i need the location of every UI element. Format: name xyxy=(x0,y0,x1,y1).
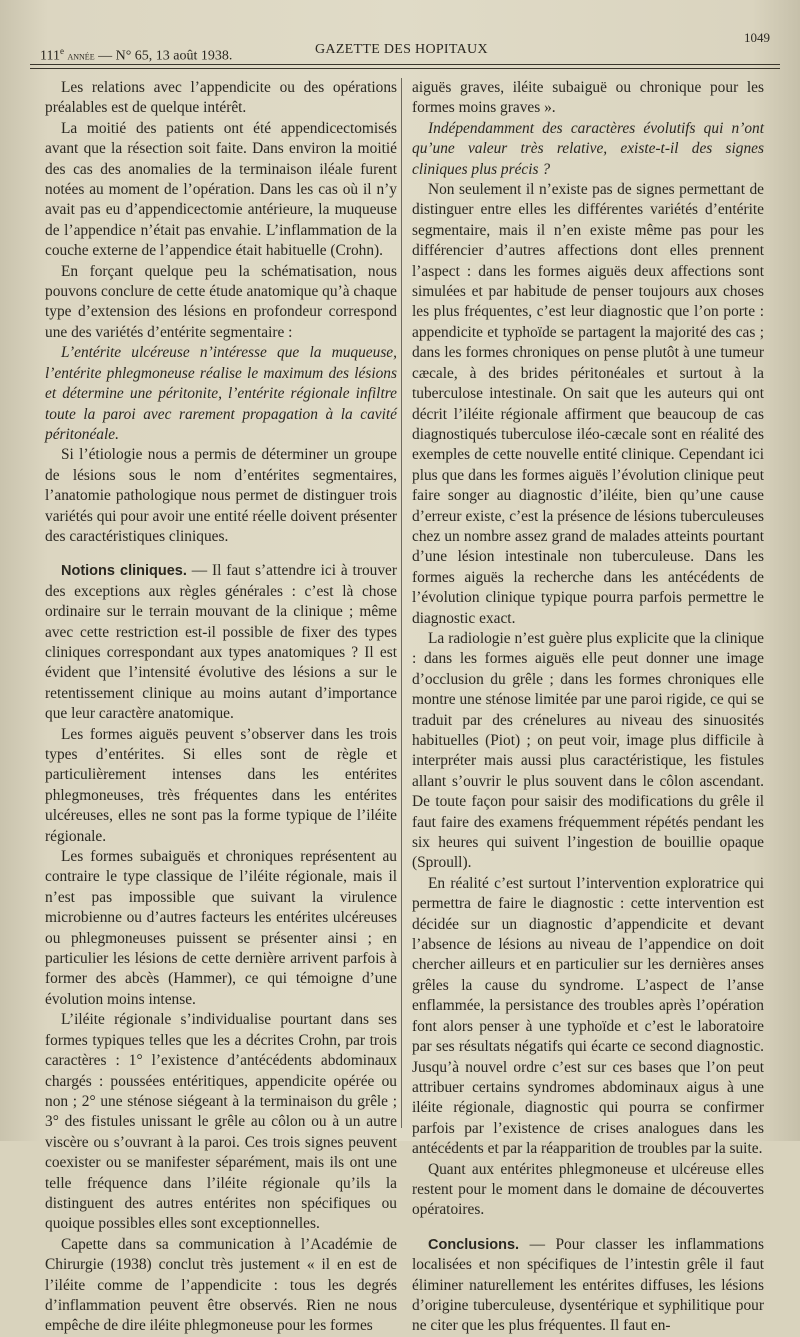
paragraph-text: En forçant quelque peu la schématisation, nous pouvons conclure de cette étude anatomique qu’à chaque type d’extension des lésions en profondeur correspond une des variétés d’entérite segmentaire : xyxy=(45,262,397,341)
paragraph-text: L’iléite régionale s’individualise pourtant dans ses formes typiques telles que les a décrites Crohn, par trois caractères : 1° l’existence d’antécédents abdominaux chargés : poussées entéritiques, appendicite opérée ou non ; 2° une sténose siégeant à la terminaison du grêle ; 3° des fistules unissant le grêle au côlon ou à un autre viscère ou s’ouvrant à la paroi. Ces trois signes peuvent coexister ou se manifester séparément, mais ils ont une telle fréquence dans l’iléite régionale qu’ils la distinguent des autres entérites non spécifiques ou quoique possibles elles sont exceptionnelles. xyxy=(45,1011,397,1233)
header-rule-bottom xyxy=(30,68,780,69)
section-heading: Conclusions. xyxy=(428,1236,520,1253)
left-column xyxy=(45,78,397,1337)
volume-number: 111 xyxy=(40,48,60,64)
issue-date: — N° 65, 13 août 1938. xyxy=(98,48,233,64)
paragraph xyxy=(45,1010,397,1234)
paragraph-text: Si l’étiologie nous a permis de déterminer un groupe de lésions sous le nom d’entérites segmentaires, l’anatomie pathologique nous permet de distinguer trois variétés qui pour avoir une entité réelle doivent présenter des caractéristiques cliniques. xyxy=(45,446,397,545)
journal-title: GAZETTE DES HOPITAUX xyxy=(315,42,488,57)
paragraph xyxy=(45,343,397,445)
paragraph-text: Capette dans sa communication à l’Académie de Chirurgie (1938) conclut très justement « il en est de l’iléite comme de l’appendicite : tous les degrés d’inflammation peuvent être observés. Rien ne nous empêche de dire iléite phlegmoneuse pour les formes xyxy=(45,1235,397,1335)
paragraph xyxy=(45,78,397,119)
paragraph-text: La radiologie n’est guère plus explicite que la clinique : dans les formes aiguës elle peut donner une image d’occlusion du grêle ; dans les formes chroniques elle montre une sténose limitée par une paroi rigide, ce qui se traduit par des crénelures au niveau des sinuosités habituelles (Piot) ; on peut voir, image plus difficile à interpréter mais aussi plus caractéristique, les fistules allant s’ouvrir le plus souvent dans le côlon ascendant. De toute façon pour saisir des modifications du grêle il faut faire des examens fréquemment répétés pendant les six heures qui suivent l’ingestion de bouillie opaque (Sproull). xyxy=(412,629,764,872)
annee-label: année xyxy=(67,50,95,63)
paragraph-text: aiguës graves, iléite subaiguë ou chronique pour les formes moins graves ». xyxy=(412,79,764,117)
right-column xyxy=(412,78,764,1337)
paragraph-text: Les formes aiguës peuvent s’observer dans les trois types d’entérites. Si elles sont de règle et particulièrement intenses dans les entérites phlegmoneuses, très fréquentes dans les entérites ulcéreuses, elles ne sont pas la forme typique de l’iléite régionale. xyxy=(45,725,397,845)
paragraph-text: — Il faut s’attendre ici à trouver des exceptions aux règles générales : c’est là chose ordinaire sur le terrain mouvant de la clinique ; même avec cette restriction est-il possible de fixer des types cliniques correspondant aux types anatomiques ? Il est évident que l’intensité évolutive des lésions a sur le retentissement clinique au moins autant d’importance que leur caractère anatomique. xyxy=(45,562,397,723)
paragraph xyxy=(45,445,397,547)
issue-info xyxy=(40,46,232,65)
page-header xyxy=(30,28,780,68)
paragraph xyxy=(412,180,764,629)
paragraph xyxy=(412,874,764,1160)
paragraph-text: Les relations avec l’appendicite ou des opérations préalables est de quelque intérêt. xyxy=(45,79,397,117)
paragraph xyxy=(412,119,764,180)
paragraph xyxy=(45,119,397,262)
paragraph-text: Non seulement il n’existe pas de signes permettant de distinguer entre elles les différentes variétés d’entérite segmentaire, mais il n’en existe même pas pour les différencier d’autres affections dont elles prennent l’aspect : dans les formes aiguës deux affections sont simulées et par habitude de penser toujours aux choses les plus fréquentes, c’est leur diagnostic que l’on porte : appendicite et typhoïde se partagent la majorité des cas ; dans les formes chroniques on pense plutôt à une tumeur cæcale, à des brides péritonéales et surtout à la tuberculose intestinale. On sait que les auteurs qui ont décrit l’iléite régionale affirment que beaucoup de cas diagnostiqués tuberculose iléo-cæcale sont en réalité des exemples de cette nouvelle entité clinique. Cependant ici plus que dans les formes aiguës l’évolution clinique peut faire songer au diagnostic d’iléite, bien qu’une cause d’erreur existe, c’est la présence de lésions tuberculeuses chez un nombre assez grand de malades atteints pourtant d’une lésion intestinale non tuberculeuse. Dans les formes aiguës la recherche dans les antécédents de l’évolution clinique typique pourra parfois permettre le diagnostic exact. xyxy=(412,181,764,627)
header-rule-top xyxy=(30,64,780,65)
paragraph xyxy=(412,78,764,119)
column-divider xyxy=(401,78,402,1128)
paragraph xyxy=(45,262,397,344)
paragraph xyxy=(412,629,764,874)
paragraph-text: Indépendamment des caractères évolutifs qui n’ont qu’une valeur très relative, existe-t-il des signes cliniques plus précis ? xyxy=(412,119,764,178)
paragraph-text: En réalité c’est surtout l’intervention exploratrice qui permettra de faire le diagnostic : cette intervention est décidée sur un diagnostic d’appendicite et devant l’absence de lésions au niveau de l’appendice on doit chercher ailleurs et en particulier sur les dernières anses grêles la cause du syndrome. L’aspect de l’anse enflammée, la persistance des troubles après l’opération font alors penser à une typhoïde et c’est le laboratoire par ses résultats négatifs qui écarte ce second diagnostic. Jusqu’à nouvel ordre c’est sur ces bases que l’on peut attribuer certains syndromes abdominaux aigus à une iléite régionale, diagnostic qui pourra se confirmer parfois par l’existence de crises analogues dans les antécédents et par la réapparition de troubles par la suite. xyxy=(412,874,764,1158)
section-heading: Notions cliniques. xyxy=(61,563,187,580)
paragraph-text: La moitié des patients ont été appendicectomisés avant que la résection soit faite. Dans environ la moitié des cas des anomalies de la terminaison iléale furent notées au moment de l’opération. Dans les cas où il n’y avait pas eu d’appendicectomie antérieure, la muqueuse de l’appendice n’était pas envahie. L’inflammation de la couche externe de l’appendice était habituelle (Crohn). xyxy=(45,119,397,260)
paragraph-text: Quant aux entérites phlegmoneuse et ulcéreuse elles restent pour le moment dans le domaine de découvertes opératoires. xyxy=(412,1160,764,1219)
paragraph xyxy=(45,847,397,1010)
paragraph xyxy=(45,725,397,847)
paragraph xyxy=(412,1160,764,1221)
paragraph-text: — Pour classer les inflammations localisées et non spécifiques de l’intestin grêle il faut éliminer naturellement les entérites diffuses, les lésions d’origine tuberculeuse, dysentérique et syphilitique pour ne citer que les plus fréquentes. Il faut en- xyxy=(412,1235,764,1335)
paragraph-text: L’entérite ulcéreuse n’intéresse que la muqueuse, l’entérite phlegmoneuse réalise le maximum des lésions et détermine une péritonite, l’entérite régionale infiltre toute la paroi avec rarement propagation à la cavité péritonéale. xyxy=(45,344,397,443)
section-paragraph xyxy=(412,1235,764,1337)
volume-suffix: e xyxy=(59,46,64,56)
paragraph xyxy=(45,1235,397,1337)
section-paragraph xyxy=(45,561,397,724)
paragraph-text: Les formes subaiguës et chroniques représentent au contraire le type classique de l’iléite régionale, mais il n’est pas impossible que suivant la virulence microbienne ou d’autres facteurs les entérites ulcéreuses ou phlegmoneuses puissent se présenter ainsi ; en particulier les lésions de cette dernière arrivent parfois à former des abcès (Hammer), ce qui témoigne d’une évolution moins intense. xyxy=(45,848,397,1008)
page-number: 1049 xyxy=(744,30,770,45)
